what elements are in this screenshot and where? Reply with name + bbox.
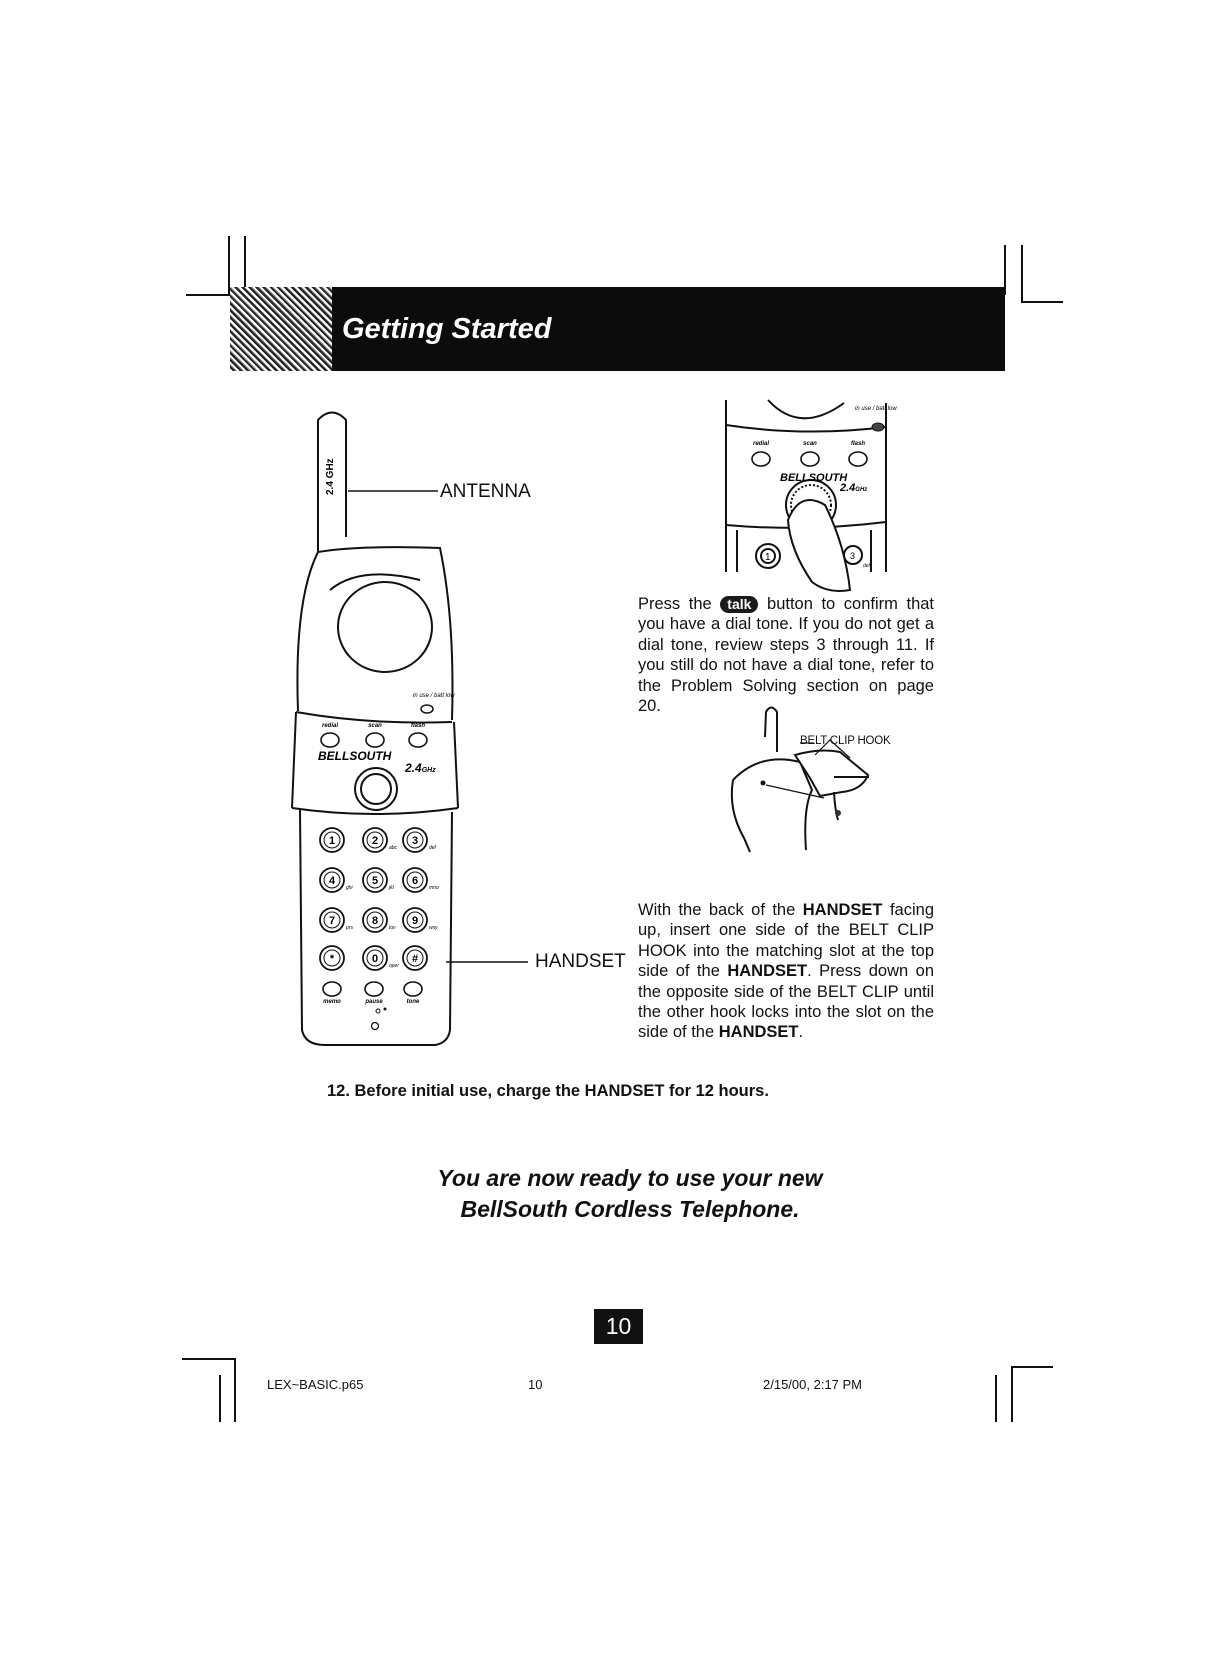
bottom-key-label: memo — [323, 999, 341, 1005]
keypad-digit: 6 — [411, 875, 419, 887]
page-number: 10 — [594, 1309, 643, 1344]
section-title: Getting Started — [342, 313, 552, 345]
talk-button-icon: talk — [720, 596, 758, 613]
inset-ghz-label: 2.4GHz — [840, 482, 868, 494]
keypad-letters: mno — [429, 885, 439, 891]
ghz-label: 2.4GHz — [405, 761, 436, 775]
ready-line-2: BellSouth Cordless Telephone. — [460, 1196, 800, 1222]
keypad-letters: prs — [346, 925, 353, 931]
keypad-digit: 5 — [371, 875, 379, 887]
keypad-digit: 9 — [411, 915, 419, 927]
keypad-letters: oper — [389, 963, 400, 969]
keypad-letters: jkl — [389, 885, 394, 891]
function-key-label: redial — [321, 723, 339, 729]
antenna-text: 2.4 GHz — [325, 458, 336, 495]
footer-filename: LEX~BASIC.p65 — [267, 1377, 364, 1392]
keypad-letters: abc — [389, 845, 398, 851]
footer-page: 10 — [528, 1377, 543, 1392]
keypad-digit: 3 — [411, 835, 419, 847]
antenna-label: ANTENNA — [440, 481, 531, 502]
keypad-letters: tuv — [389, 925, 396, 931]
inset-key-label: flash — [850, 441, 866, 447]
bottom-key-label: tone — [406, 999, 420, 1005]
inset-brand-label: BELLSOUTH — [780, 472, 848, 484]
belt-clip-hook-label: BELT CLIP HOOK — [800, 735, 891, 747]
keypad-digit: 4 — [328, 875, 336, 887]
handset-label: HANDSET — [535, 951, 626, 972]
keypad-letters: wxy — [429, 925, 438, 931]
inset-digit-3-letters: def — [863, 563, 870, 569]
footer-timestamp: 2/15/00, 2:17 PM — [763, 1377, 863, 1392]
ready-line-1: You are now ready to use your new — [437, 1165, 823, 1191]
keypad-letters: ghi — [346, 885, 353, 891]
keypad-letters: def — [429, 845, 436, 851]
keypad-digit: * — [329, 953, 335, 965]
keypad-digit: 7 — [328, 915, 336, 927]
keypad-digit: 0 — [371, 953, 379, 965]
function-key-label: scan — [368, 723, 382, 729]
inset-digit-3: 3 — [850, 551, 856, 561]
keypad-digit: # — [411, 953, 419, 965]
step-12: 12. Before initial use, charge the HANDSET for 12 hours. — [327, 1082, 769, 1100]
function-key-label: flash — [410, 723, 426, 729]
keypad-digit: 8 — [371, 915, 379, 927]
talk-instructions: Press the talk button to confirm that you have a dial tone. If you do not get a dial tone, review steps 3 through 11. If you still do not have a dial tone, refer to the Problem Solving section on page 20. — [638, 595, 935, 716]
inset-key-label: redial — [752, 441, 770, 447]
inset-status-label: in use / batt low — [855, 406, 897, 412]
inset-digit-1: 1 — [765, 552, 771, 563]
inset-key-label: scan — [803, 441, 817, 447]
belt-clip-instructions: With the back of the HANDSET facing up, insert one side of the BELT CLIP HOOK into the matching slot at the top side of the HANDSET. Press down on the opposite side of the BELT CLIP until the other hook locks into the slot on the side of the HANDSET. — [638, 901, 934, 1042]
status-label: in use / batt low — [413, 693, 455, 699]
brand-label: BELLSOUTH — [318, 749, 392, 763]
bottom-key-label: pause — [365, 999, 383, 1005]
ready-message — [380, 1163, 880, 1225]
keypad-digit: 2 — [371, 835, 379, 847]
keypad-digit: 1 — [328, 835, 336, 847]
